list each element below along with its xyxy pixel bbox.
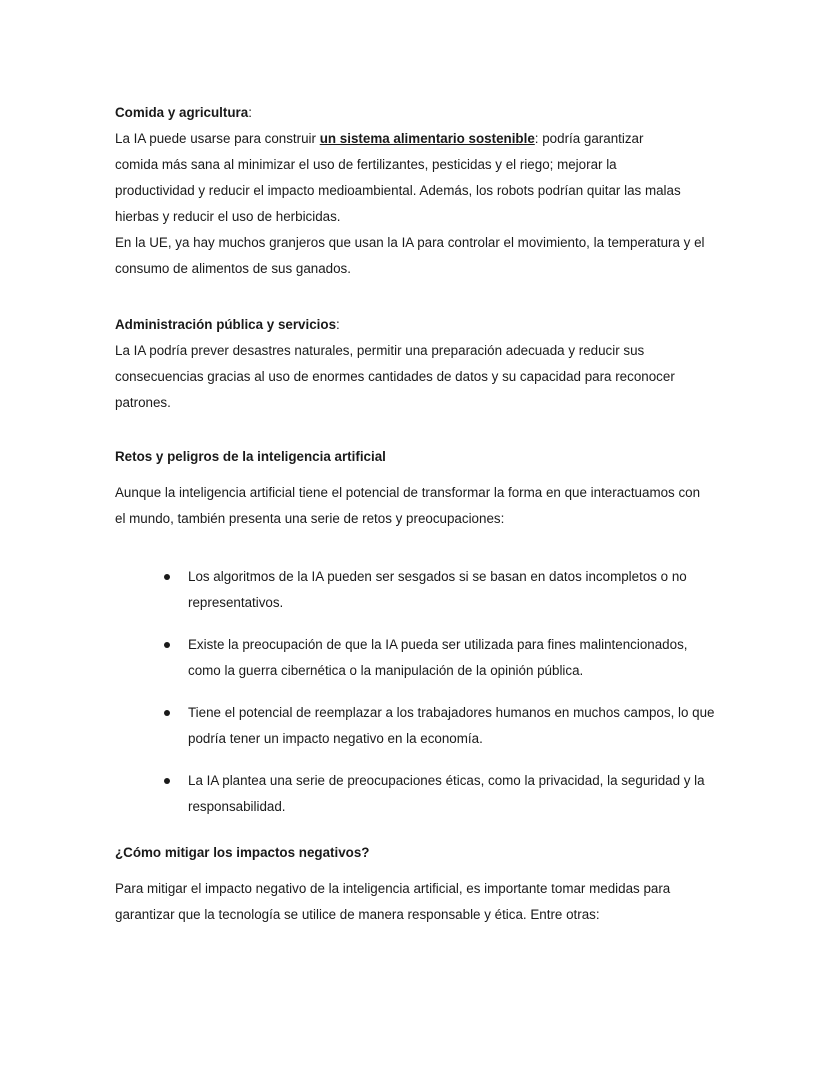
list-item-text: Existe la preocupación de que la IA pueda ser utilizada para fines malintencionados, como la guerra cibernética o la manipulación de la opinión pública. [188, 637, 688, 678]
section-food-heading-line [115, 100, 715, 126]
section-risks-intro: Aunque la inteligencia artificial tiene el potencial de transformar la forma en que interactuamos con el mundo, también presenta una serie de retos y preocupaciones: [115, 485, 701, 526]
section-food-heading-suffix: : [248, 105, 252, 120]
bullet-dot-icon [164, 642, 170, 648]
document-page [115, 100, 715, 928]
section-food-p1-after: : podría garantizar comida más sana al minimizar el uso de fertilizantes, pesticidas y el riego; mejorar la productividad y reducir el impacto medioambiental. Además, los robots podrían quitar las malas hierbas y reducir el uso de herbicidas. [115, 131, 681, 224]
section-admin-heading-suffix: : [336, 317, 340, 332]
section-mitigate-paragraph-1: Para mitigar el impacto negativo de la inteligencia artificial, es importante tomar medidas para garantizar que la tecnología se utilice de manera responsable y ética. Entre otras: [115, 881, 671, 922]
section-food-paragraph-1 [115, 126, 690, 230]
section-admin-heading-line [115, 312, 715, 338]
bullet-dot-icon [164, 574, 170, 580]
risks-bullet-list [115, 564, 715, 820]
section-admin-paragraph-1: La IA podría prever desastres naturales, permitir una preparación adecuada y reducir sus consecuencias gracias al uso de enormes cantidades de datos y su capacidad para reconocer patrones. [115, 343, 675, 410]
list-item [115, 564, 715, 616]
list-item-text: La IA plantea una serie de preocupaciones éticas, como la privacidad, la seguridad y la responsabilidad. [188, 773, 705, 814]
list-item-text: Los algoritmos de la IA pueden ser sesgados si se basan en datos incompletos o no representativos. [188, 569, 687, 610]
section-risks-heading: Retos y peligros de la inteligencia artificial [115, 449, 386, 464]
list-item [115, 700, 715, 752]
list-item-text: Tiene el potencial de reemplazar a los trabajadores humanos en muchos campos, lo que podría tener un impacto negativo en la economía. [188, 705, 715, 746]
section-food-p1-before: La IA puede usarse para construir [115, 131, 320, 146]
bullet-dot-icon [164, 710, 170, 716]
list-item [115, 632, 715, 684]
section-admin-heading: Administración pública y servicios [115, 317, 337, 332]
bullet-dot-icon [164, 778, 170, 784]
section-food-paragraph-2: En la UE, ya hay muchos granjeros que usan la IA para controlar el movimiento, la temperatura y el consumo de alimentos de sus ganados. [115, 235, 705, 276]
section-food-heading: Comida y agricultura [115, 105, 249, 120]
list-item [115, 768, 715, 820]
sustainable-food-system-link[interactable]: un sistema alimentario sostenible [319, 131, 535, 146]
section-mitigate-heading: ¿Cómo mitigar los impactos negativos? [115, 845, 370, 860]
